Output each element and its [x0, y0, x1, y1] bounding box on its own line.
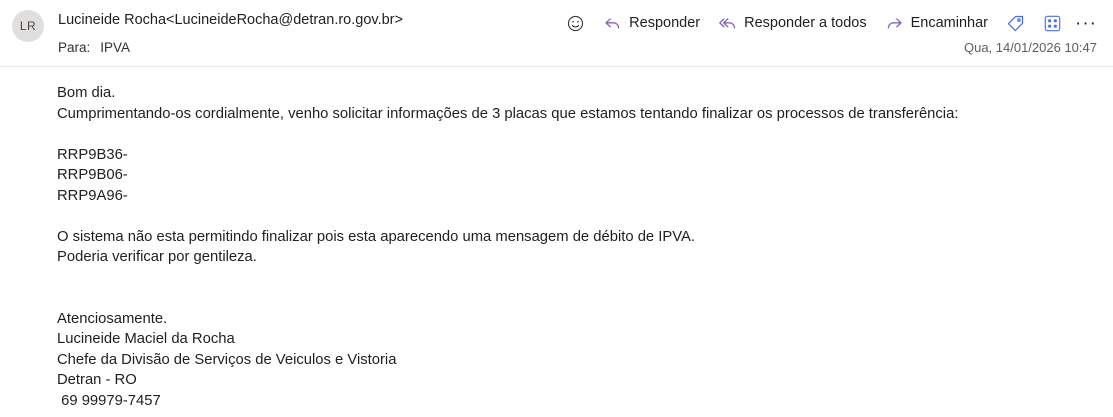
tag-button[interactable]	[997, 8, 1034, 38]
body-line: 69 99979-7457	[57, 392, 161, 409]
sender-info	[58, 8, 557, 57]
body-line: Poderia verificar por gentileza.	[57, 249, 257, 265]
reply-arrow-icon	[603, 14, 622, 33]
reply-all-button[interactable]	[709, 8, 876, 38]
message-action-bar	[557, 8, 1101, 38]
forward-arrow-icon	[885, 14, 904, 33]
body-line: Atenciosamente.	[57, 310, 168, 327]
body-line: RRP9B36-	[57, 146, 128, 163]
sender-name-and-address[interactable]: Lucineide Rocha<LucineideRocha@detran.ro.gov.br>	[58, 12, 403, 28]
to-label: Para:	[58, 40, 91, 55]
recipients-row	[58, 39, 557, 57]
body-line: Detran - RO	[57, 372, 137, 388]
forward-label: Encaminhar	[910, 15, 988, 31]
body-line: Chefe da Divisão de Serviços de Veiculos e Vistoria	[57, 351, 397, 368]
react-button[interactable]	[557, 8, 594, 38]
reply-button[interactable]	[594, 8, 709, 38]
body-line: O sistema não esta permitindo finalizar pois esta aparecendo uma mensagem de débito de IPVA.	[57, 228, 695, 245]
body-line	[57, 288, 1093, 309]
body-line	[57, 124, 1093, 145]
tag-icon	[1006, 14, 1025, 33]
forward-button[interactable]	[876, 8, 997, 38]
more-options-button[interactable]: ···	[1075, 12, 1097, 34]
body-line: Bom dia.	[57, 85, 116, 101]
body-line	[57, 268, 1093, 289]
apps-button[interactable]	[1034, 8, 1071, 38]
apps-grid-icon	[1043, 14, 1062, 33]
avatar: LR	[12, 10, 44, 42]
body-line: RRP9B06-	[57, 167, 128, 183]
body-line	[57, 206, 1093, 227]
email-body	[0, 67, 1113, 417]
reply-all-label: Responder a todos	[744, 15, 867, 31]
reply-all-arrow-icon	[718, 14, 737, 33]
body-line: Lucineide Maciel da Rocha	[57, 331, 235, 347]
body-line: Cumprimentando-os cordialmente, venho solicitar informações de 3 placas que estamos tentando finalizar os processos de transferência:	[57, 105, 959, 122]
body-line: RRP9A96-	[57, 187, 128, 204]
emoji-smiley-icon	[566, 14, 585, 33]
reply-label: Responder	[629, 15, 701, 31]
message-timestamp: Qua, 14/01/2026 10:47	[963, 40, 1097, 55]
to-recipient[interactable]: IPVA	[100, 40, 131, 55]
